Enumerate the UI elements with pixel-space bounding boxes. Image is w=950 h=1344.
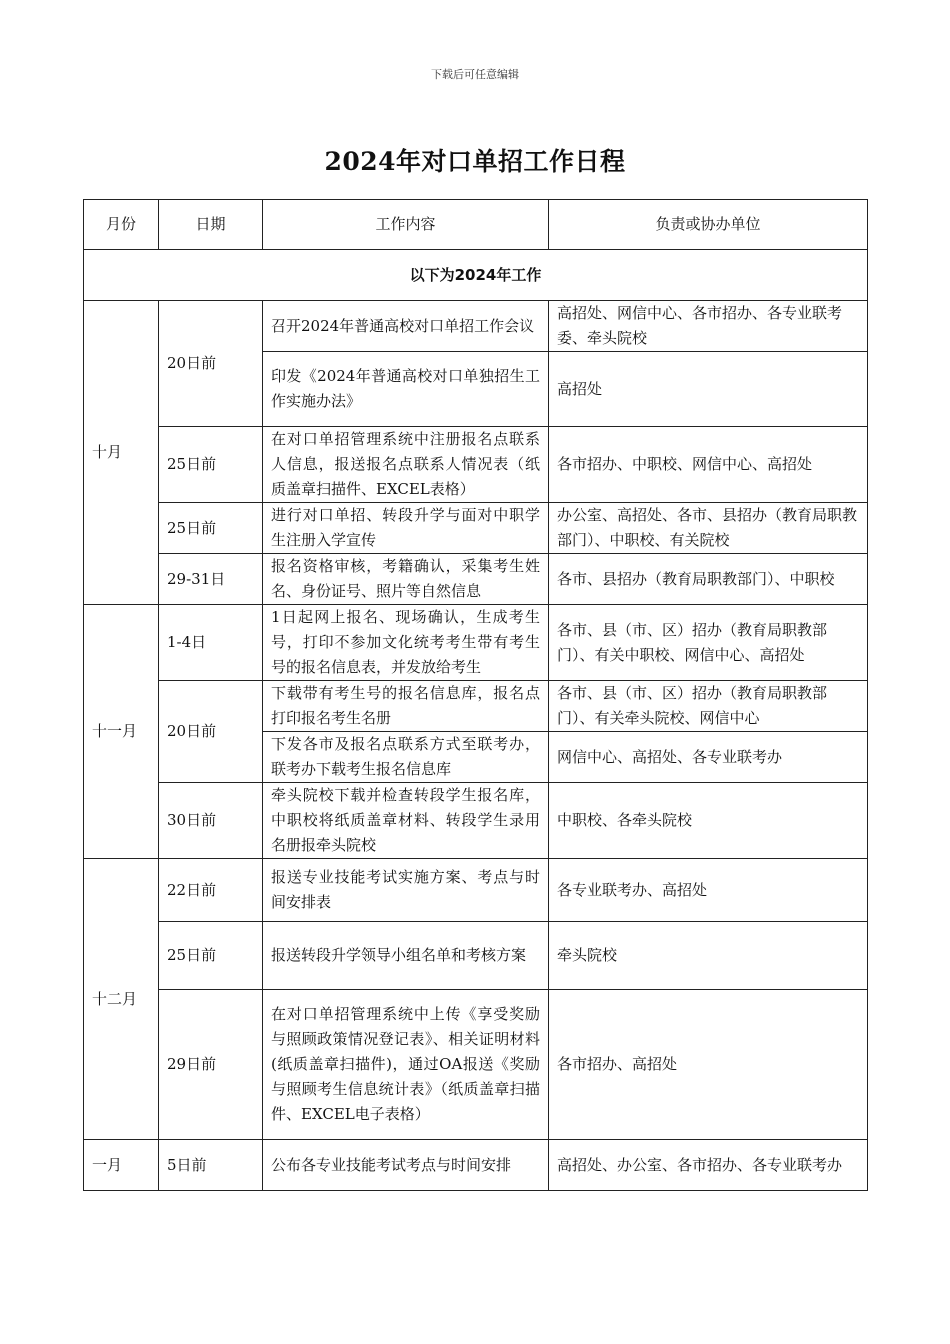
month-cell: 十一月: [84, 605, 159, 859]
month-cell: 十二月: [84, 859, 159, 1140]
date-cell: 20日前: [159, 681, 263, 783]
date-cell: 29-31日: [159, 554, 263, 605]
table-row: [84, 681, 868, 732]
date-cell: 20日前: [159, 301, 263, 427]
header-date: 日期: [159, 200, 263, 250]
table-row: [84, 859, 868, 922]
table-row: [84, 922, 868, 990]
table-row: [84, 503, 868, 554]
task-content: 进行对口单招、转段升学与面对中职学生注册入学宣传: [263, 503, 549, 554]
date-cell: 1-4日: [159, 605, 263, 681]
task-content: 报名资格审核，考籍确认，采集考生姓名、身份证号、照片等自然信息: [263, 554, 549, 605]
month-cell: 一月: [84, 1140, 159, 1191]
task-content: 报送转段升学领导小组名单和考核方案: [263, 922, 549, 990]
task-units: 各市招办、高招处: [549, 990, 868, 1140]
header-units: 负责或协办单位: [549, 200, 868, 250]
table-row: [84, 301, 868, 352]
document-title: 2024年对口单招工作日程: [324, 147, 626, 176]
date-cell: 25日前: [159, 922, 263, 990]
table-row: [84, 605, 868, 681]
task-units: 高招处、办公室、各市招办、各专业联考办: [549, 1140, 868, 1191]
task-content: 下载带有考生号的报名信息库，报名点打印报名考生名册: [263, 681, 549, 732]
table-row: [84, 990, 868, 1140]
task-units: 中职校、各牵头院校: [549, 783, 868, 859]
task-content: 报送专业技能考试实施方案、考点与时间安排表: [263, 859, 549, 922]
header-content: 工作内容: [263, 200, 549, 250]
task-units: 高招处、网信中心、各市招办、各专业联考委、牵头院校: [549, 301, 868, 352]
task-content: 召开2024年普通高校对口单招工作会议: [263, 301, 549, 352]
section-row: [84, 250, 868, 301]
date-cell: 30日前: [159, 783, 263, 859]
month-cell: 十月: [84, 301, 159, 605]
date-cell: 29日前: [159, 990, 263, 1140]
date-cell: 22日前: [159, 859, 263, 922]
table-row: [84, 427, 868, 503]
task-content: 在对口单招管理系统中注册报名点联系人信息，报送报名点联系人情况表（纸质盖章扫描件、EXCEL表格）: [263, 427, 549, 503]
task-units: 各市、县招办（教育局职教部门）、中职校: [549, 554, 868, 605]
task-units: 各市、县（市、区）招办（教育局职教部门）、有关牵头院校、网信中心: [549, 681, 868, 732]
task-content: 下发各市及报名点联系方式至联考办，联考办下载考生报名信息库: [263, 732, 549, 783]
task-content: 印发《2024年普通高校对口单独招生工作实施办法》: [263, 352, 549, 427]
table-row: [84, 783, 868, 859]
task-units: 各市招办、中职校、网信中心、高招处: [549, 427, 868, 503]
task-units: 办公室、高招处、各市、县招办（教育局职教部门）、中职校、有关院校: [549, 503, 868, 554]
task-content: 公布各专业技能考试考点与时间安排: [263, 1140, 549, 1191]
table-row: [84, 1140, 868, 1191]
date-cell: 5日前: [159, 1140, 263, 1191]
header-month: 月份: [84, 200, 159, 250]
section-label: 以下为2024年工作: [84, 250, 868, 301]
schedule-table: [83, 199, 868, 1191]
header-note: 下载后可任意编辑: [431, 68, 519, 81]
table-header-row: [84, 200, 868, 250]
task-units: 各市、县（市、区）招办（教育局职教部门）、有关中职校、网信中心、高招处: [549, 605, 868, 681]
task-content: 在对口单招管理系统中上传《享受奖励与照顾政策情况登记表》、相关证明材料(纸质盖章扫描件)，通过OA报送《奖励与照顾考生信息统计表》（纸质盖章扫描件、EXCEL电子表格）: [263, 990, 549, 1140]
task-content: 牵头院校下载并检查转段学生报名库，中职校将纸质盖章材料、转段学生录用名册报牵头院校: [263, 783, 549, 859]
task-content: 1日起网上报名、现场确认，生成考生号，打印不参加文化统考考生带有考生号的报名信息表，并发放给考生: [263, 605, 549, 681]
date-cell: 25日前: [159, 427, 263, 503]
task-units: 各专业联考办、高招处: [549, 859, 868, 922]
date-cell: 25日前: [159, 503, 263, 554]
task-units: 牵头院校: [549, 922, 868, 990]
task-units: 网信中心、高招处、各专业联考办: [549, 732, 868, 783]
table-row: [84, 554, 868, 605]
task-units: 高招处: [549, 352, 868, 427]
